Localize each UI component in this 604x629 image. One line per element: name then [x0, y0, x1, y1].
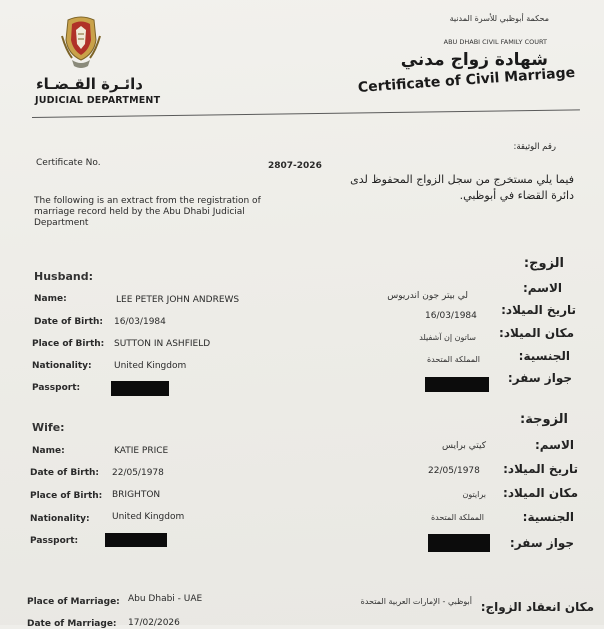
dept-name-english: JUDICIAL DEPARTMENT — [35, 95, 161, 106]
wife-nationality-label: Nationality: — [30, 514, 90, 524]
husband-nationality-label: Nationality: — [32, 361, 92, 371]
certificate-no-label-arabic: رقم الوثيقة: — [513, 142, 556, 152]
husband-name-label: Name: — [34, 294, 67, 304]
husband-dob: 16/03/1984 — [114, 317, 166, 327]
marriage-place-label: Place of Marriage: — [27, 597, 120, 607]
wife-section-title: Wife: — [32, 421, 65, 434]
husband-passport-redaction — [111, 381, 169, 396]
wife-nationality-label-arabic: الجنسية: — [522, 510, 574, 524]
husband-name: LEE PETER JOHN ANDREWS — [116, 295, 240, 305]
husband-name-arabic: لي بيتر جون اندريوس — [387, 291, 468, 301]
marriage-date-label: Date of Marriage: — [27, 619, 117, 629]
husband-passport-redaction-arabic — [425, 377, 489, 392]
extract-line: marriage record held by the Abu Dhabi Judicial — [34, 207, 245, 217]
wife-name: KATIE PRICE — [114, 446, 169, 456]
wife-nationality: United Kingdom — [112, 512, 185, 522]
husband-pob-label: Place of Birth: — [32, 339, 105, 349]
husband-nationality-arabic: المملكة المتحدة — [426, 355, 480, 364]
marriage-place: Abu Dhabi - UAE — [128, 594, 203, 604]
title-arabic: شهادة زواج مدني — [400, 50, 548, 70]
extract-line-arabic: دائرة القضاء في أبوظبي. — [459, 189, 574, 202]
husband-nationality: United Kingdom — [114, 361, 187, 371]
header-divider — [32, 109, 580, 118]
husband-section-title: Husband: — [34, 270, 93, 283]
wife-nationality-arabic: المملكة المتحدة — [430, 513, 484, 522]
husband-passport-label-arabic: جواز سفر: — [507, 371, 572, 385]
wife-name-arabic: كيتي برايس — [441, 441, 486, 451]
wife-pob: BRIGHTON — [112, 490, 161, 500]
husband-pob-label-arabic: مكان الميلاد: — [499, 326, 574, 340]
wife-passport-redaction — [105, 533, 167, 547]
wife-pob-arabic: برايتون — [462, 490, 486, 499]
extract-paragraph-arabic — [350, 172, 574, 204]
wife-passport-label: Passport: — [30, 536, 79, 546]
extract-paragraph — [34, 196, 261, 229]
marriage-place-label-arabic: مكان انعقاد الزواج: — [480, 600, 594, 614]
wife-name-label: Name: — [32, 446, 65, 456]
wife-dob-arabic: 22/05/1978 — [428, 466, 480, 476]
wife-name-label-arabic: الاسم: — [534, 438, 574, 452]
husband-name-label-arabic: الاسم: — [522, 281, 562, 295]
certificate-no-label: Certificate No. — [36, 158, 101, 168]
court-name-english: ABU DHABI CIVIL FAMILY COURT — [443, 38, 547, 46]
court-name-arabic: محكمة أبوظبي للأسرة المدنية — [449, 14, 549, 23]
wife-dob: 22/05/1978 — [112, 468, 164, 478]
husband-pob-arabic: ساتون إن آشفيلد — [419, 333, 476, 342]
extract-line: The following is an extract from the registration of — [34, 196, 261, 206]
husband-nationality-label-arabic: الجنسية: — [518, 349, 570, 363]
certificate-no-value: 2807-2026 — [268, 161, 322, 171]
husband-passport-label: Passport: — [32, 383, 81, 393]
husband-dob-arabic: 16/03/1984 — [425, 311, 477, 321]
abu-dhabi-emblem-icon — [58, 14, 104, 74]
husband-section-title-arabic: الزوج: — [523, 256, 564, 271]
husband-dob-label-arabic: تاريخ الميلاد: — [501, 303, 576, 317]
marriage-place-arabic: أبوظبي - الإمارات العربية المتحدة — [360, 597, 472, 606]
title-english: Certificate of Civil Marriage — [357, 64, 576, 96]
wife-passport-redaction-arabic — [428, 534, 490, 552]
wife-section-title-arabic: الزوجة: — [520, 412, 568, 427]
wife-dob-label: Date of Birth: — [30, 468, 100, 478]
wife-passport-label-arabic: جواز سفر: — [509, 536, 574, 550]
extract-line-arabic: فيما يلي مستخرج من سجل الزواج المحفوظ لدى — [350, 173, 574, 186]
husband-dob-label: Date of Birth: — [34, 317, 104, 327]
husband-pob: SUTTON IN ASHFIELD — [114, 339, 211, 349]
wife-pob-label: Place of Birth: — [30, 491, 103, 501]
extract-line: Department — [34, 218, 89, 228]
wife-dob-label-arabic: تاريخ الميلاد: — [503, 462, 578, 476]
marriage-date: 17/02/2026 — [128, 618, 180, 628]
dept-name-arabic: دائـرة القـضـاء — [36, 75, 143, 93]
wife-pob-label-arabic: مكان الميلاد: — [503, 486, 578, 500]
